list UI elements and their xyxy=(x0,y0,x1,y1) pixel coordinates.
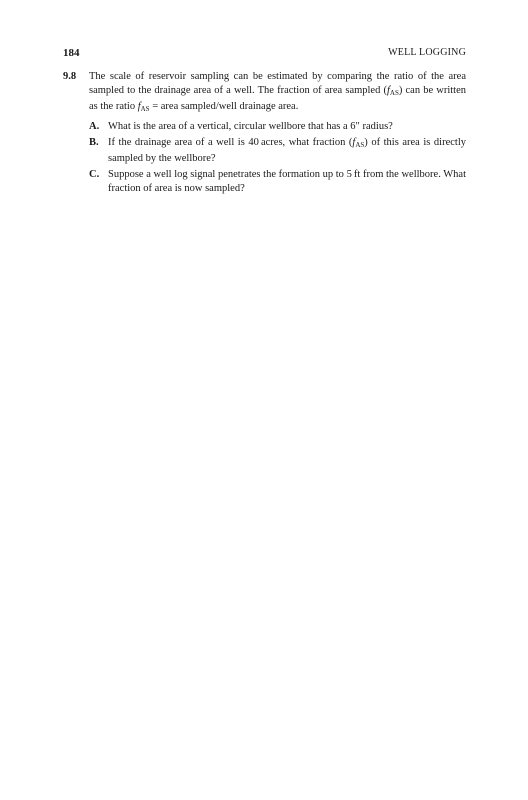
problem-text-part1: The scale of reservoir sampling can be estimated by comparing the ratio of the area sampled to the drainage area of a well. The fraction of area sampled ( xyxy=(89,71,466,97)
problem-number: 9.8 xyxy=(63,71,77,82)
symbol-subscript: AS xyxy=(389,89,399,98)
subpart-label: C. xyxy=(89,169,100,181)
symbol-f-as xyxy=(387,85,399,96)
subpart-c xyxy=(89,168,466,196)
symbol-subscript: AS xyxy=(355,140,365,149)
problem-text-part2: ) can be written as the ratio xyxy=(89,85,466,113)
symbol-f: f xyxy=(352,136,356,148)
symbol-subscript: AS xyxy=(140,105,150,114)
page-number: 184 xyxy=(63,47,80,59)
subpart-text: What is the area of a vertical, circular wellbore that has a 6″ radius? xyxy=(108,120,393,132)
subpart-text xyxy=(108,136,466,166)
symbol-f: f xyxy=(386,85,390,97)
subpart-label: A. xyxy=(89,120,100,132)
symbol-f-as xyxy=(352,137,364,148)
subpart-a xyxy=(89,120,466,134)
problem-block xyxy=(63,70,466,199)
symbol-f: f xyxy=(137,101,141,113)
symbol-f-as xyxy=(138,101,150,112)
subpart-b-text-part1: If the drainage area of a well is 40 acres, what fraction ( xyxy=(108,136,353,148)
running-head: WELL LOGGING xyxy=(388,47,466,58)
problem-row xyxy=(63,70,466,117)
problem-text xyxy=(89,70,466,117)
subparts-list xyxy=(63,120,466,197)
subpart-b xyxy=(89,136,466,166)
problem-text-part3: = area sampled/well drainage area. xyxy=(149,101,299,113)
subpart-b-text-part2: ) of this area is directly sampled by the wellbore? xyxy=(108,136,467,165)
subpart-text: Suppose a well log signal penetrates the formation up to 5 ft from the wellbore. What fraction of area is now sampled? xyxy=(108,169,466,195)
subpart-label: B. xyxy=(89,136,99,148)
